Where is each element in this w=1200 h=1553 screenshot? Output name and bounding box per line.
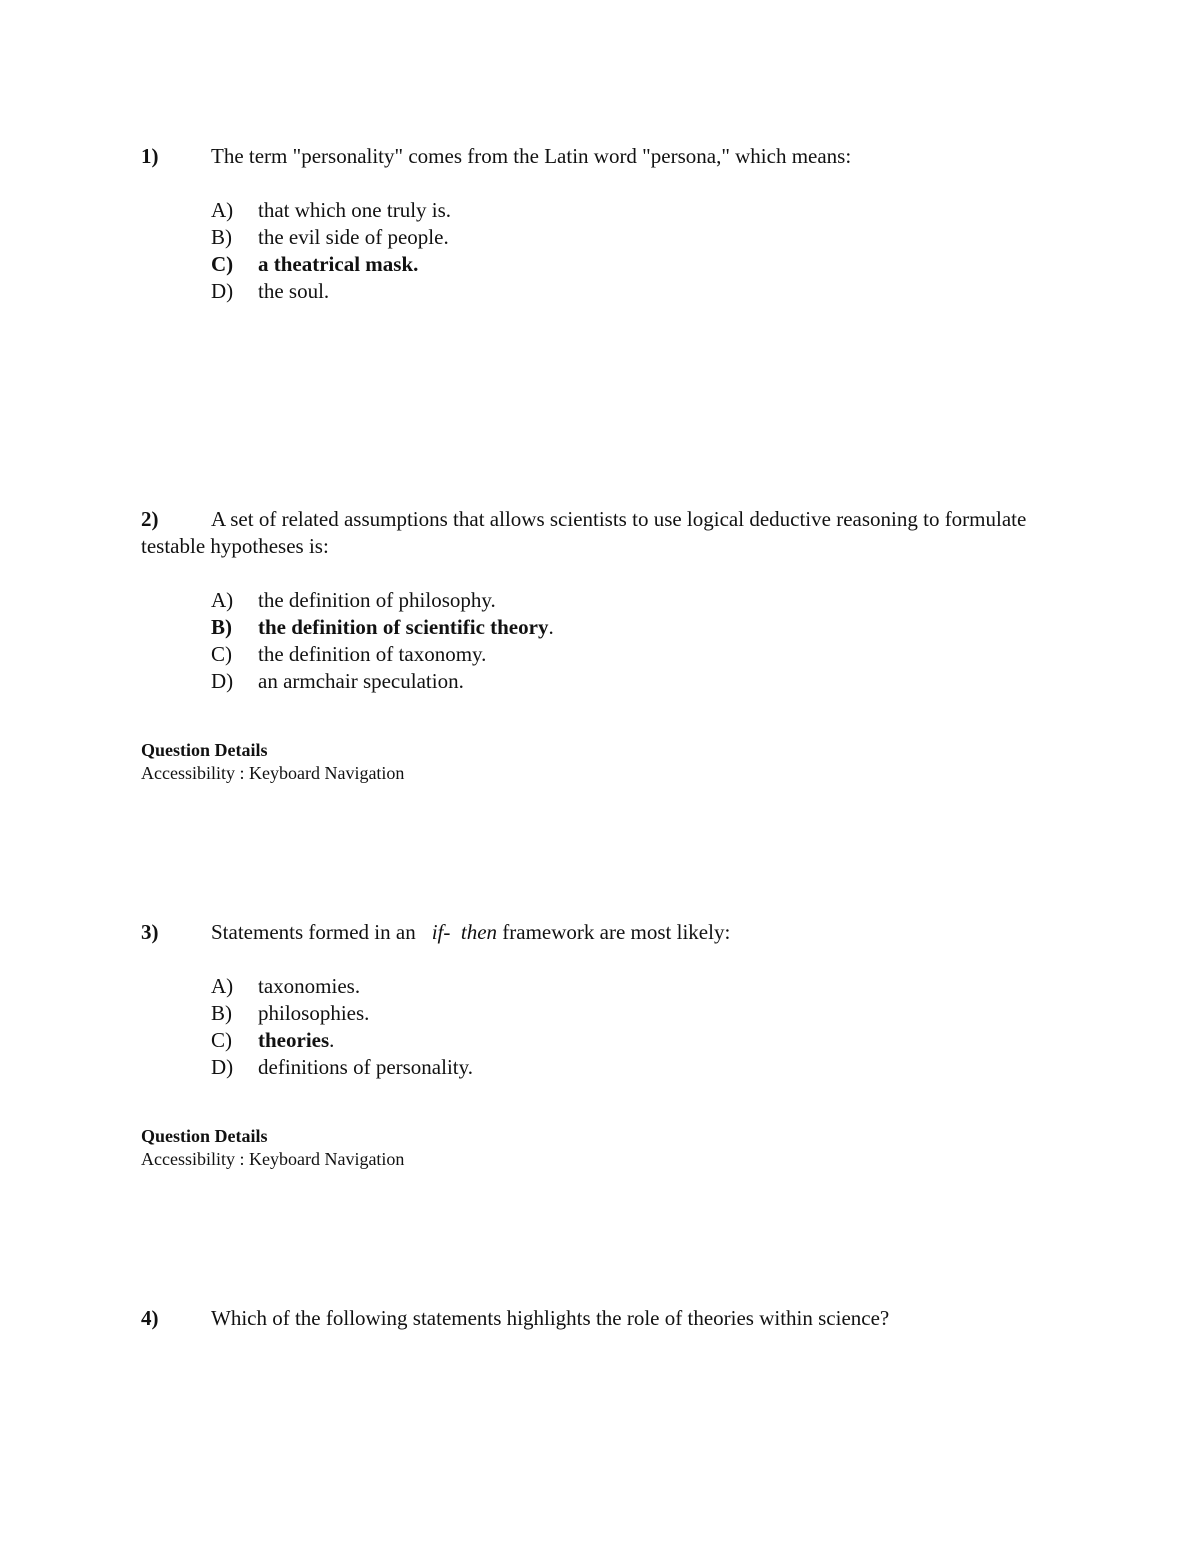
details-text: Accessibility : Keyboard Navigation	[141, 1149, 405, 1169]
choice-letter: A)	[211, 588, 234, 612]
question-stem	[141, 919, 1041, 946]
choice-letter: C)	[211, 1028, 232, 1052]
choice-letter: C)	[211, 252, 234, 276]
choice-text: the soul.	[258, 279, 330, 303]
choice-d	[211, 668, 1041, 695]
details-title: Question Details	[141, 1126, 268, 1146]
choice-letter: A)	[211, 974, 234, 998]
choice-text: an armchair speculation.	[258, 669, 464, 693]
choice-suffix: .	[329, 1028, 335, 1052]
choice-letter: B)	[211, 225, 232, 249]
choice-d	[211, 278, 1041, 305]
question-number: 4)	[141, 1306, 159, 1330]
choice-text: a theatrical mask.	[258, 252, 419, 276]
choice-suffix: .	[548, 615, 554, 639]
choice-letter: D)	[211, 1055, 234, 1079]
choice-a	[211, 587, 1041, 614]
question-text-italic-if: if-	[431, 920, 451, 944]
question-stem	[141, 1305, 1041, 1332]
choice-letter: D)	[211, 279, 234, 303]
details-text: Accessibility : Keyboard Navigation	[141, 763, 405, 783]
choice-letter: B)	[211, 1001, 232, 1025]
choice-b-correct	[211, 614, 1041, 641]
choice-d	[211, 1054, 1041, 1081]
question-number: 2)	[141, 507, 159, 531]
question-text: The term "personality" comes from the Latin word "persona," which means:	[211, 144, 852, 168]
question-text-post: framework are most likely:	[502, 920, 731, 944]
choice-letter: A)	[211, 198, 234, 222]
question-stem	[141, 506, 1041, 560]
choice-c-correct	[211, 251, 1041, 278]
answer-choices	[211, 197, 1041, 305]
choice-text: philosophies.	[258, 1001, 370, 1025]
choice-b	[211, 224, 1041, 251]
choice-text: that which one truly is.	[258, 198, 452, 222]
choice-a	[211, 973, 1041, 1000]
choice-text: theories	[258, 1028, 330, 1052]
question-2	[141, 506, 1041, 785]
choice-text: the definition of philosophy.	[258, 588, 496, 612]
choice-a	[211, 197, 1041, 224]
choice-letter: C)	[211, 642, 232, 666]
choice-text: the evil side of people.	[258, 225, 449, 249]
question-1	[141, 143, 1041, 305]
question-stem	[141, 143, 1041, 170]
answer-choices	[211, 973, 1041, 1081]
choice-text: the definition of scientific theory	[258, 615, 549, 639]
choice-letter: D)	[211, 669, 234, 693]
choice-text: the definition of taxonomy.	[258, 642, 487, 666]
answer-choices	[211, 587, 1041, 695]
question-4	[141, 1305, 1041, 1332]
question-text: Which of the following statements highlights the role of theories within science?	[211, 1306, 890, 1330]
question-text-pre: Statements formed in an	[211, 920, 416, 944]
question-number: 1)	[141, 144, 159, 168]
details-title: Question Details	[141, 740, 268, 760]
question-details	[141, 739, 1041, 785]
question-3	[141, 919, 1041, 1171]
question-details	[141, 1125, 1041, 1171]
choice-c	[211, 641, 1041, 668]
question-text-italic-then: then	[460, 920, 498, 944]
choice-b	[211, 1000, 1041, 1027]
question-text: A set of related assumptions that allows scientists to use logical deductive reasoning to formulate testable hypotheses is:	[141, 507, 1027, 558]
choice-text: taxonomies.	[258, 974, 361, 998]
question-number: 3)	[141, 920, 159, 944]
choice-c-correct	[211, 1027, 1041, 1054]
choice-letter: B)	[211, 615, 232, 639]
choice-text: definitions of personality.	[258, 1055, 474, 1079]
